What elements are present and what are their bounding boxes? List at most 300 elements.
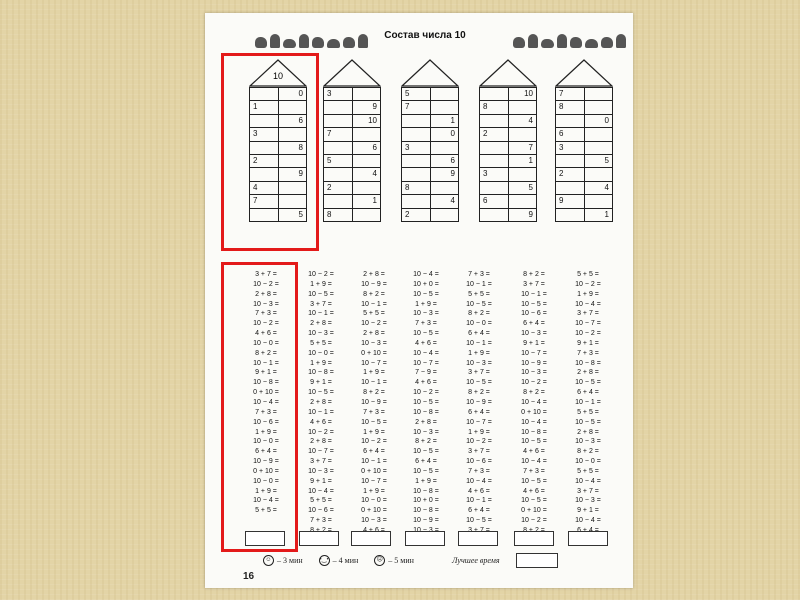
equation: 10 − 3 = bbox=[308, 467, 334, 475]
equation: 10 − 5 = bbox=[575, 379, 601, 387]
house-cell-left: 2 bbox=[556, 168, 585, 180]
neutral-face-icon: •‿• bbox=[319, 555, 330, 566]
equation: 10 − 0 = bbox=[253, 339, 279, 347]
house-cell-left: 7 bbox=[402, 101, 431, 113]
house-cell-right[interactable] bbox=[509, 195, 537, 207]
house-cell-right: 4 bbox=[528, 115, 533, 125]
house-cell-left[interactable] bbox=[480, 142, 509, 154]
house-cell-left[interactable] bbox=[402, 168, 431, 180]
equation: 10 − 6 = bbox=[466, 458, 492, 466]
equation: 4 + 6 = bbox=[523, 487, 545, 495]
house-cell-left[interactable] bbox=[324, 195, 353, 207]
house-cell-left: 8 bbox=[480, 101, 509, 113]
house-row bbox=[556, 127, 612, 140]
equation: 10 − 5 = bbox=[466, 517, 492, 525]
equation: 1 + 9 = bbox=[310, 359, 332, 367]
legend-text: – 4 мин bbox=[332, 556, 359, 565]
house-cell-right[interactable] bbox=[585, 168, 613, 180]
equation: 10 − 0 = bbox=[308, 349, 334, 357]
equation: 2 + 8 = bbox=[363, 271, 385, 278]
worksheet-title: Состав числа 10 bbox=[384, 30, 466, 41]
equation: 2 + 8 = bbox=[577, 428, 599, 436]
equation: 10 − 1 = bbox=[521, 290, 547, 298]
equation: 10 − 1 = bbox=[308, 310, 334, 318]
house-cell-right[interactable] bbox=[353, 88, 381, 100]
house-cell-right[interactable] bbox=[585, 128, 613, 140]
legend-text: – 5 мин bbox=[388, 556, 414, 565]
equation: 10 − 2 = bbox=[521, 379, 547, 387]
equation: 10 − 7 = bbox=[413, 359, 439, 367]
house-row bbox=[556, 87, 612, 100]
legend-text: – 3 мин bbox=[277, 556, 303, 565]
equation: 10 − 7 = bbox=[361, 359, 387, 367]
house-cell-right: 0 bbox=[298, 89, 303, 98]
equation: 5 + 5 = bbox=[577, 408, 599, 416]
equation: 6 + 4 = bbox=[255, 448, 277, 456]
house-row bbox=[324, 181, 380, 194]
equation: 10 − 8 = bbox=[413, 507, 439, 515]
time-answer-box[interactable] bbox=[458, 531, 498, 546]
equation: 10 − 6 = bbox=[308, 507, 334, 515]
house-row bbox=[402, 87, 458, 100]
equation: 10 − 3 = bbox=[413, 310, 439, 318]
house-row bbox=[480, 127, 536, 140]
house-roof bbox=[479, 59, 537, 87]
house-row bbox=[480, 194, 536, 207]
equation: 1 + 9 = bbox=[468, 428, 490, 436]
equation: 3 + 7 = bbox=[523, 280, 545, 288]
equation: 10 − 9 = bbox=[413, 517, 439, 525]
house-cell-right[interactable] bbox=[431, 182, 459, 194]
house-cell-left[interactable] bbox=[480, 182, 509, 194]
equation: 7 + 3 = bbox=[363, 408, 385, 416]
equation: 9 + 1 = bbox=[577, 507, 599, 515]
legend-item bbox=[319, 555, 359, 566]
house-row bbox=[556, 154, 612, 167]
house-cell-right: 9 bbox=[298, 169, 303, 179]
equation: 1 + 9 = bbox=[363, 487, 385, 495]
equation: 10 − 8 = bbox=[308, 369, 334, 377]
equation: 1 + 9 = bbox=[363, 428, 385, 436]
equation: 10 − 5 = bbox=[308, 389, 334, 397]
house-cell-right: 1 bbox=[450, 115, 455, 125]
equation: 10 − 2 = bbox=[575, 280, 601, 288]
house-row bbox=[480, 100, 536, 113]
equation: 3 + 7 = bbox=[255, 271, 277, 278]
equation: 7 − 9 = bbox=[415, 369, 437, 377]
house-cell-right[interactable] bbox=[585, 142, 613, 154]
house-cell-left: 6 bbox=[556, 128, 585, 140]
house-cell-right[interactable] bbox=[585, 195, 613, 207]
equation: 10 − 9 = bbox=[521, 359, 547, 367]
equation: 7 + 3 = bbox=[523, 467, 545, 475]
equation: 10 − 3 = bbox=[521, 330, 547, 338]
house-cell-left[interactable] bbox=[324, 168, 353, 180]
equation: 6 + 4 = bbox=[363, 448, 385, 456]
equation: 0 + 10 = bbox=[361, 507, 387, 515]
equation: 5 + 5 = bbox=[255, 507, 277, 515]
equation: 10 − 1 = bbox=[308, 408, 334, 416]
equation: 8 + 2 = bbox=[363, 290, 385, 298]
house-cell-right: 1 bbox=[528, 155, 533, 165]
equation: 4 + 6 = bbox=[310, 418, 332, 426]
house-cell-left[interactable] bbox=[480, 88, 509, 100]
house-cell-right: 1 bbox=[604, 209, 609, 219]
equation: 9 + 1 = bbox=[577, 339, 599, 347]
house-row bbox=[324, 87, 380, 100]
house-cell-left[interactable] bbox=[556, 155, 585, 167]
decorative-animals-right bbox=[513, 30, 626, 48]
house-cell-right[interactable] bbox=[509, 101, 537, 113]
house-cell-left: 6 bbox=[480, 195, 509, 207]
equation-column-4 bbox=[400, 270, 452, 536]
house-row bbox=[556, 141, 612, 154]
house-cell-right: 6 bbox=[450, 155, 455, 165]
house-cell-left: 1 bbox=[250, 101, 279, 113]
house-cell-left: 7 bbox=[324, 128, 353, 140]
equation: 10 − 4 = bbox=[521, 418, 547, 426]
house-cell-right: 4 bbox=[604, 182, 609, 192]
equation: 10 − 5 = bbox=[413, 398, 439, 406]
equation: 10 − 1 = bbox=[466, 497, 492, 505]
house-row bbox=[480, 114, 536, 127]
equation: 7 + 3 = bbox=[468, 271, 490, 278]
house-roof bbox=[401, 59, 459, 87]
house-row bbox=[556, 181, 612, 194]
equation: 10 − 5 = bbox=[413, 467, 439, 475]
house-cell-right: 5 bbox=[528, 182, 533, 192]
time-answer-box[interactable] bbox=[514, 531, 554, 546]
equation: 10 − 5 = bbox=[521, 438, 547, 446]
house-row bbox=[324, 127, 380, 140]
equation: 10 − 0 = bbox=[575, 458, 601, 466]
equation: 3 + 7 = bbox=[310, 300, 332, 308]
equation: 10 − 4 = bbox=[575, 477, 601, 485]
equation: 10 − 7 = bbox=[308, 448, 334, 456]
house-cell-right[interactable] bbox=[431, 209, 459, 221]
house-cell-right: 7 bbox=[528, 142, 533, 152]
house-cell-right: 5 bbox=[604, 155, 609, 165]
house-row bbox=[324, 194, 380, 207]
equation: 10 − 7 = bbox=[575, 320, 601, 328]
equation: 10 − 5 = bbox=[413, 290, 439, 298]
time-answer-box[interactable] bbox=[405, 531, 445, 546]
equation: 10 − 2 = bbox=[308, 271, 334, 278]
best-time-label: Лучшее время bbox=[452, 556, 500, 565]
house-cell-right: 4 bbox=[372, 169, 377, 179]
equation: 10 − 7 = bbox=[361, 477, 387, 485]
equation: 9 + 1 = bbox=[523, 339, 545, 347]
house-cell-left[interactable] bbox=[324, 115, 353, 127]
equation: 1 + 9 = bbox=[255, 428, 277, 436]
house-row bbox=[480, 87, 536, 100]
house-cell-left: 7 bbox=[556, 88, 585, 100]
equation: 10 − 5 = bbox=[361, 418, 387, 426]
equation: 10 − 2 = bbox=[575, 330, 601, 338]
equation: 4 + 6 = bbox=[415, 339, 437, 347]
equation: 10 − 1 = bbox=[361, 300, 387, 308]
equation: 5 + 5 = bbox=[363, 310, 385, 318]
house-cell-left[interactable] bbox=[556, 209, 585, 221]
house-cell-right[interactable] bbox=[585, 101, 613, 113]
house-row bbox=[324, 100, 380, 113]
equation: 2 + 8 = bbox=[363, 330, 385, 338]
equation: 9 + 1 = bbox=[310, 379, 332, 387]
equation: 1 + 9 = bbox=[363, 369, 385, 377]
equation: 5 + 5 = bbox=[310, 497, 332, 505]
best-time-box bbox=[516, 553, 558, 568]
house-cell-left: 3 bbox=[250, 128, 279, 140]
equation: 0 + 10 = bbox=[521, 408, 547, 416]
house-cell-left[interactable] bbox=[402, 128, 431, 140]
house-cell-right[interactable] bbox=[353, 182, 381, 194]
equation: 0 + 10 = bbox=[361, 467, 387, 475]
house-roof bbox=[323, 59, 381, 87]
highlight-house-frame bbox=[221, 53, 319, 251]
house-row bbox=[402, 127, 458, 140]
equation: 9 + 1 = bbox=[310, 477, 332, 485]
house-row bbox=[402, 100, 458, 113]
house-cell-right: 9 bbox=[450, 169, 455, 179]
equation: 5 + 5 = bbox=[577, 271, 599, 278]
house-cell-left[interactable] bbox=[402, 155, 431, 167]
equation: 10 − 1 = bbox=[253, 359, 279, 367]
equation: 0 + 10 = bbox=[361, 349, 387, 357]
equation: 3 + 7 = bbox=[577, 310, 599, 318]
equation: 10 − 4 = bbox=[521, 458, 547, 466]
equation: 10 − 0 = bbox=[253, 438, 279, 446]
equation: 10 − 5 = bbox=[521, 300, 547, 308]
legend-item bbox=[374, 555, 414, 566]
equation: 10 − 5 = bbox=[466, 379, 492, 387]
house-cell-left[interactable] bbox=[480, 209, 509, 221]
equation: 6 + 4 = bbox=[468, 507, 490, 515]
house-cell-left[interactable] bbox=[324, 142, 353, 154]
highlight-column-frame bbox=[221, 262, 298, 552]
equation: 6 + 4 = bbox=[468, 408, 490, 416]
equation: 10 − 2 = bbox=[253, 320, 279, 328]
house-row bbox=[402, 114, 458, 127]
equation: 1 + 9 = bbox=[415, 477, 437, 485]
house-2 bbox=[323, 59, 381, 222]
equation: 10 − 8 = bbox=[413, 408, 439, 416]
house-cell-right[interactable] bbox=[431, 142, 459, 154]
house-row bbox=[402, 141, 458, 154]
equation: 10 − 2 = bbox=[361, 438, 387, 446]
house-cell-right[interactable] bbox=[431, 88, 459, 100]
equation: 10 − 4 = bbox=[413, 349, 439, 357]
equation: 3 + 7 = bbox=[577, 487, 599, 495]
equation: 3 + 7 = bbox=[468, 448, 490, 456]
equation: 10 − 8 = bbox=[575, 359, 601, 367]
equation: 7 + 3 = bbox=[415, 320, 437, 328]
house-cell-left: 8 bbox=[402, 182, 431, 194]
equation: 10 − 9 = bbox=[466, 398, 492, 406]
equation-column-3 bbox=[348, 270, 400, 536]
time-answer-box[interactable] bbox=[351, 531, 391, 546]
equation: 10 − 8 = bbox=[521, 428, 547, 436]
time-legend bbox=[263, 555, 414, 566]
house-row bbox=[556, 114, 612, 127]
house-cell-left[interactable] bbox=[402, 115, 431, 127]
equation: 10 − 3 = bbox=[253, 300, 279, 308]
equation: 1 + 9 = bbox=[310, 280, 332, 288]
house-cell-left[interactable] bbox=[480, 155, 509, 167]
equation: 10 − 5 = bbox=[413, 448, 439, 456]
house-cell-left: 9 bbox=[556, 195, 585, 207]
equation: 10 − 1 = bbox=[466, 339, 492, 347]
equation: 10 − 1 = bbox=[575, 398, 601, 406]
house-cell-left: 4 bbox=[250, 182, 279, 194]
equation: 10 − 4 = bbox=[308, 487, 334, 495]
house-cell-right: 5 bbox=[298, 209, 303, 219]
equation: 10 − 6 = bbox=[521, 310, 547, 318]
house-row bbox=[402, 167, 458, 180]
equation: 10 − 2 = bbox=[308, 428, 334, 436]
house-row bbox=[556, 208, 612, 221]
equation: 10 − 7 = bbox=[521, 349, 547, 357]
equation: 4 + 6 = bbox=[255, 330, 277, 338]
house-cell-left[interactable] bbox=[556, 115, 585, 127]
equation: 2 + 8 = bbox=[310, 438, 332, 446]
equation: 10 − 0 = bbox=[253, 477, 279, 485]
equation: 10 − 5 = bbox=[521, 477, 547, 485]
equation: 10 − 9 = bbox=[361, 398, 387, 406]
equation: 10 − 5 = bbox=[521, 497, 547, 505]
house-cell-right[interactable] bbox=[585, 88, 613, 100]
equation: 10 − 8 = bbox=[253, 379, 279, 387]
house-5 bbox=[555, 59, 613, 222]
house-cell-right: 10 bbox=[524, 89, 533, 98]
house-cell-right: 0 bbox=[450, 129, 455, 139]
equation: 10 − 9 = bbox=[253, 458, 279, 466]
equation: 10 − 5 = bbox=[413, 330, 439, 338]
equation-column-5 bbox=[453, 270, 505, 536]
equation: 10 − 4 = bbox=[575, 517, 601, 525]
house-cell-right[interactable] bbox=[509, 168, 537, 180]
equation: 1 + 9 = bbox=[415, 300, 437, 308]
equation: 10 − 2 = bbox=[361, 320, 387, 328]
house-4 bbox=[479, 59, 537, 222]
house-cell-right: 4 bbox=[450, 196, 455, 206]
equation-column-2 bbox=[295, 270, 347, 536]
house-row bbox=[480, 167, 536, 180]
equation: 10 − 2 = bbox=[413, 389, 439, 397]
house-cell-right[interactable] bbox=[353, 128, 381, 140]
house-cell-left[interactable] bbox=[480, 115, 509, 127]
equation: 6 + 4 = bbox=[468, 330, 490, 338]
house-row bbox=[480, 181, 536, 194]
roof-number: 10 bbox=[272, 71, 283, 81]
house-cell-left: 2 bbox=[402, 209, 431, 221]
equation: 3 + 7 = bbox=[468, 369, 490, 377]
equation: 2 + 8 = bbox=[310, 320, 332, 328]
house-row bbox=[324, 141, 380, 154]
equation: 10 − 5 = bbox=[466, 300, 492, 308]
equation: 7 + 3 = bbox=[310, 517, 332, 525]
equation: 10 − 3 = bbox=[575, 497, 601, 505]
equation: 3 + 7 = bbox=[310, 458, 332, 466]
equation: 10 − 1 = bbox=[361, 379, 387, 387]
equation: 2 + 8 = bbox=[310, 398, 332, 406]
equation: 7 + 3 = bbox=[468, 467, 490, 475]
equation: 10 + 0 = bbox=[413, 497, 439, 505]
legend-item bbox=[263, 555, 303, 566]
equation: 0 + 10 = bbox=[253, 389, 279, 397]
equation: 7 + 3 = bbox=[255, 408, 277, 416]
equation: 8 + 2 = bbox=[523, 389, 545, 397]
equation: 10 − 3 = bbox=[308, 330, 334, 338]
equation: 10 − 3 = bbox=[361, 339, 387, 347]
house-cell-right[interactable] bbox=[509, 128, 537, 140]
equation: 1 + 9 = bbox=[255, 487, 277, 495]
house-cell-right: 9 bbox=[372, 102, 377, 112]
equation: 10 − 3 = bbox=[575, 438, 601, 446]
house-row bbox=[480, 154, 536, 167]
house-cell-right[interactable] bbox=[353, 209, 381, 221]
house-row bbox=[556, 167, 612, 180]
smile-face-icon: ☺ bbox=[263, 555, 274, 566]
house-cell-left: 3 bbox=[402, 142, 431, 154]
house-cell-left[interactable] bbox=[324, 101, 353, 113]
equation: 8 + 2 = bbox=[468, 389, 490, 397]
house-cell-right[interactable] bbox=[353, 155, 381, 167]
equation: 0 + 10 = bbox=[521, 507, 547, 515]
equation: 10 − 5 = bbox=[575, 418, 601, 426]
house-3 bbox=[401, 59, 459, 222]
equation: 9 + 1 = bbox=[255, 369, 277, 377]
equation: 4 + 6 = bbox=[468, 487, 490, 495]
equation: 10 − 4 = bbox=[253, 398, 279, 406]
house-cell-left[interactable] bbox=[402, 195, 431, 207]
equation: 4 + 6 = bbox=[523, 448, 545, 456]
decorative-animals-left bbox=[255, 30, 368, 48]
page-number: 16 bbox=[243, 571, 255, 582]
equation: 10 − 3 = bbox=[413, 428, 439, 436]
sad-face-icon: ☹ bbox=[374, 555, 385, 566]
house-row bbox=[324, 208, 380, 221]
house-cell-right: 9 bbox=[528, 209, 533, 219]
house-row bbox=[556, 100, 612, 113]
equation: 1 + 9 = bbox=[468, 349, 490, 357]
equation: 1 + 9 = bbox=[577, 290, 599, 298]
house-cell-left: 3 bbox=[324, 88, 353, 100]
equation: 4 + 6 = bbox=[415, 379, 437, 387]
house-roof bbox=[555, 59, 613, 87]
equation: 10 − 2 = bbox=[521, 517, 547, 525]
equation: 0 + 10 = bbox=[253, 467, 279, 475]
equation: 10 + 0 = bbox=[413, 280, 439, 288]
house-cell-left: 8 bbox=[324, 209, 353, 221]
equation: 8 + 2 = bbox=[523, 271, 545, 278]
equation: 10 − 5 = bbox=[308, 290, 334, 298]
equation: 5 + 5 = bbox=[468, 290, 490, 298]
time-answer-box[interactable] bbox=[568, 531, 608, 546]
equation: 10 − 3 = bbox=[521, 369, 547, 377]
house-row bbox=[324, 154, 380, 167]
equation: 10 − 6 = bbox=[253, 418, 279, 426]
house-cell-left[interactable] bbox=[556, 182, 585, 194]
house-row bbox=[324, 167, 380, 180]
time-answer-box[interactable] bbox=[299, 531, 339, 546]
equation: 10 − 8 = bbox=[413, 487, 439, 495]
equation: 8 + 2 = bbox=[577, 448, 599, 456]
house-cell-left: 2 bbox=[250, 155, 279, 167]
equation: 10 − 9 = bbox=[361, 280, 387, 288]
house-cell-right: 0 bbox=[604, 115, 609, 125]
house-cell-right[interactable] bbox=[431, 101, 459, 113]
equation: 5 + 5 = bbox=[577, 467, 599, 475]
